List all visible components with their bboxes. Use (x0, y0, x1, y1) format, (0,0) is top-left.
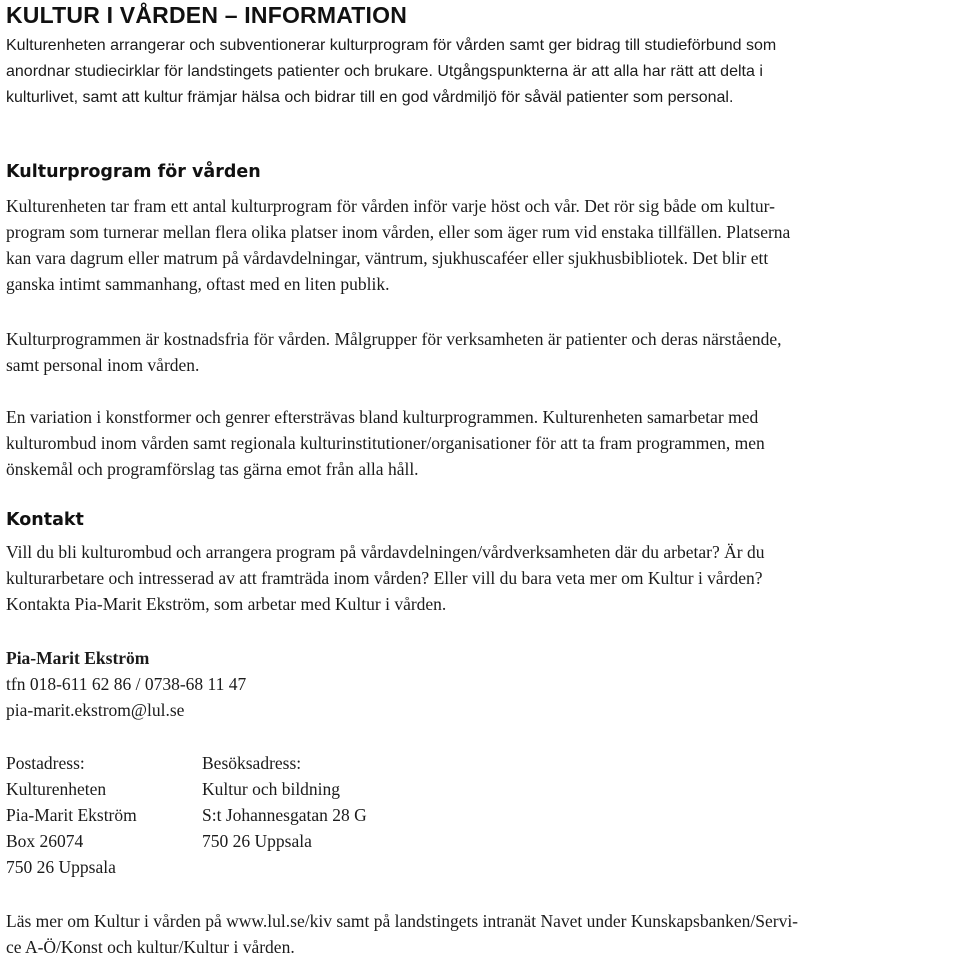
postadress-line: Box 26074 (6, 831, 84, 851)
postadress-label: Postadress: (6, 753, 85, 773)
kulturprogram-para1-line-1: Kulturenheten tar fram ett antal kulturprogram för vården inför varje höst och vår. Det rör sig både om kultur- (6, 196, 775, 216)
kulturprogram-para2-line-2: samt personal inom vården. (6, 355, 200, 375)
postadress-line: Kulturenheten (6, 779, 107, 799)
postadress-line: Pia-Marit Ekström (6, 805, 137, 825)
intro-line-1: Kulturenheten arrangerar och subventionerar kulturprogram för vården samt ger bidrag till studieförbund som (6, 37, 777, 54)
kontakt-line-3: Kontakta Pia-Marit Ekström, som arbetar med Kultur i vården. (6, 594, 447, 614)
kulturprogram-para1-line-4: ganska intimt sammanhang, oftast med en liten publik. (6, 274, 390, 294)
contact-phone[interactable]: tfn 018-611 62 86 / 0738-68 11 47 (6, 674, 247, 694)
intro-line-2: anordnar studiecirklar för landstingets patienter och brukare. Utgångspunkterna är att alla har rätt att delta i (6, 63, 763, 80)
contact-name: Pia-Marit Ekström (6, 648, 150, 668)
contact-email[interactable]: pia-marit.ekstrom@lul.se (6, 700, 185, 720)
footer-line-1: Läs mer om Kultur i vården på www.lul.se/kiv samt på landstingets intranät Navet under Kunskapsbanken/Servi- (6, 911, 799, 931)
section-heading-kontakt: Kontakt (6, 510, 84, 530)
kulturprogram-para1-line-2: program som turnerar mellan flera olika platser inom vården, eller som äger rum vid enstaka tillfällen. Platserna (6, 222, 791, 242)
kulturprogram-para2-line-1: Kulturprogrammen är kostnadsfria för vården. Målgrupper för verksamheten är patienter och deras närstående, (6, 329, 782, 349)
kulturprogram-para1-line-3: kan vara dagrum eller matrum på vårdavdelningar, väntrum, sjukhuscaféer eller sjukhusbibliotek. Det blir ett (6, 248, 769, 268)
section-heading-kulturprogram: Kulturprogram för vården (6, 162, 261, 182)
intro-line-3: kulturlivet, samt att kultur främjar hälsa och bidrar till en god vårdmiljö för såväl patienter som personal. (6, 89, 734, 106)
kulturprogram-para3-line-2: kulturombud inom vården samt regionala kulturinstitutioner/organisationer för att ta fram programmen, men (6, 433, 765, 453)
kulturprogram-para3-line-1: En variation i konstformer och genrer eftersträvas bland kulturprogrammen. Kulturenheten samarbetar med (6, 407, 759, 427)
footer-line-2: ce A-Ö/Konst och kultur/Kultur i vården. (6, 937, 295, 957)
postadress-line: 750 26 Uppsala (6, 857, 116, 877)
besoksadress-line: S:t Johannesgatan 28 G (202, 805, 367, 825)
kontakt-line-1: Vill du bli kulturombud och arrangera program på vårdavdelningen/vårdverksamheten där du arbetar? Är du (6, 542, 765, 562)
besoksadress-line: Kultur och bildning (202, 779, 341, 799)
besoksadress-line: 750 26 Uppsala (202, 831, 312, 851)
kontakt-line-2: kulturarbetare och intresserad av att framträda inom vården? Eller vill du bara veta mer om Kultur i vården? (6, 568, 763, 588)
besoksadress-label: Besöksadress: (202, 753, 302, 773)
kulturprogram-para3-line-3: önskemål och programförslag tas gärna emot från alla håll. (6, 459, 419, 479)
page-title: KULTUR I VÅRDEN – INFORMATION (6, 2, 408, 28)
